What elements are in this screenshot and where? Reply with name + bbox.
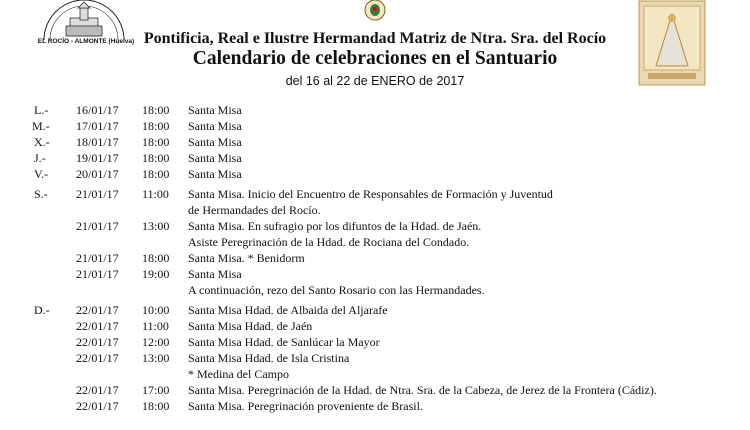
entry-description: Santa Misa	[188, 151, 242, 165]
entry-continuation	[0, 366, 750, 382]
schedule-entry	[0, 102, 750, 118]
entry-date: 21/01/17	[76, 251, 119, 265]
entry-continuation	[0, 234, 750, 250]
entry-description: Santa Misa. Peregrinación de la Hdad. de Ntra. Sra. de la Cabeza, de Jerez de la Frontera (Cádiz).	[188, 383, 657, 397]
entry-date: 21/01/17	[76, 187, 119, 201]
entry-time: 13:00	[142, 351, 170, 365]
organization-name: Pontificia, Real e Ilustre Hermandad Matriz de Ntra. Sra. del Rocío	[143, 30, 607, 47]
entry-description: Santa Misa. * Benidorm	[188, 251, 305, 265]
schedule-entry	[0, 134, 750, 150]
entry-date: 21/01/17	[76, 219, 119, 233]
entry-time: 19:00	[142, 267, 170, 281]
entry-description-line: de Hermandades del Rocío.	[188, 203, 321, 217]
day-label: M.-	[32, 119, 50, 133]
seal-caption: EL ROCÍO - ALMONTE (Huelva)	[37, 38, 135, 45]
date-range: del 16 al 22 de ENERO de 2017	[285, 74, 465, 88]
entry-description-line: A continuación, rezo del Santo Rosario con las Hermandades.	[188, 283, 485, 297]
day-label: J.-	[34, 151, 46, 165]
entry-description: Santa Misa. Peregrinación proveniente de Brasil.	[188, 399, 423, 413]
entry-continuation	[0, 282, 750, 298]
day-label: V.-	[34, 167, 49, 181]
day-label: D.-	[34, 303, 50, 317]
entry-time: 12:00	[142, 335, 170, 349]
schedule	[0, 102, 750, 418]
schedule-entry	[0, 186, 750, 202]
schedule-entry	[0, 398, 750, 414]
entry-date: 16/01/17	[76, 103, 119, 117]
entry-date: 18/01/17	[76, 135, 119, 149]
schedule-group-weekdays	[0, 102, 750, 182]
schedule-entry	[0, 166, 750, 182]
schedule-entry	[0, 218, 750, 234]
entry-time: 18:00	[142, 167, 170, 181]
entry-time: 18:00	[142, 119, 170, 133]
day-label: S.-	[34, 187, 48, 201]
entry-date: 17/01/17	[76, 119, 119, 133]
entry-description: Santa Misa	[188, 267, 242, 281]
entry-description: Santa Misa. En sufragio por los difuntos de la Hdad. de Jaén.	[188, 219, 482, 233]
entry-description: Santa Misa	[188, 103, 242, 117]
entry-time: 18:00	[142, 135, 170, 149]
page-title: Calendario de celebraciones en el Santuario	[192, 48, 558, 69]
crest-icon	[358, 0, 392, 24]
entry-time: 18:00	[142, 151, 170, 165]
schedule-entry	[0, 350, 750, 366]
schedule-entry	[0, 382, 750, 398]
schedule-entry	[0, 150, 750, 166]
entry-time: 18:00	[142, 251, 170, 265]
entry-description: Santa Misa Hdad. de Isla Cristina	[188, 351, 350, 365]
entry-description: Santa Misa	[188, 135, 242, 149]
entry-date: 22/01/17	[76, 399, 119, 413]
day-label: L.-	[34, 103, 49, 117]
entry-time: 10:00	[142, 303, 170, 317]
entry-time: 11:00	[142, 187, 169, 201]
schedule-entry	[0, 302, 750, 318]
entry-date: 21/01/17	[76, 267, 119, 281]
entry-description: Santa Misa Hdad. de Sanlúcar la Mayor	[188, 335, 380, 349]
entry-description: Santa Misa. Inicio del Encuentro de Responsables de Formación y Juventud	[188, 187, 553, 201]
entry-continuation	[0, 202, 750, 218]
entry-date: 22/01/17	[76, 303, 119, 317]
entry-date: 22/01/17	[76, 319, 119, 333]
entry-time: 18:00	[142, 399, 170, 413]
entry-date: 19/01/17	[76, 151, 119, 165]
entry-description: Santa Misa Hdad. de Albaida del Aljarafe	[188, 303, 388, 317]
entry-date: 22/01/17	[76, 351, 119, 365]
day-label: X.-	[34, 135, 50, 149]
entry-description: Santa Misa	[188, 167, 242, 181]
schedule-entry	[0, 266, 750, 282]
schedule-entry	[0, 118, 750, 134]
schedule-entry	[0, 318, 750, 334]
schedule-entry	[0, 334, 750, 350]
entry-date: 22/01/17	[76, 383, 119, 397]
entry-description: Santa Misa	[188, 119, 242, 133]
schedule-group-saturday	[0, 186, 750, 298]
entry-description: Santa Misa Hdad. de Jaén	[188, 319, 313, 333]
entry-date: 20/01/17	[76, 167, 119, 181]
entry-time: 18:00	[142, 103, 170, 117]
entry-time: 17:00	[142, 383, 170, 397]
entry-time: 13:00	[142, 219, 170, 233]
schedule-entry	[0, 250, 750, 266]
entry-description-line: * Medina del Campo	[188, 367, 289, 381]
entry-date: 22/01/17	[76, 335, 119, 349]
schedule-group-sunday	[0, 302, 750, 414]
entry-time: 11:00	[142, 319, 169, 333]
entry-description-line: Asiste Peregrinación de la Hdad. de Rociana del Condado.	[188, 235, 470, 249]
